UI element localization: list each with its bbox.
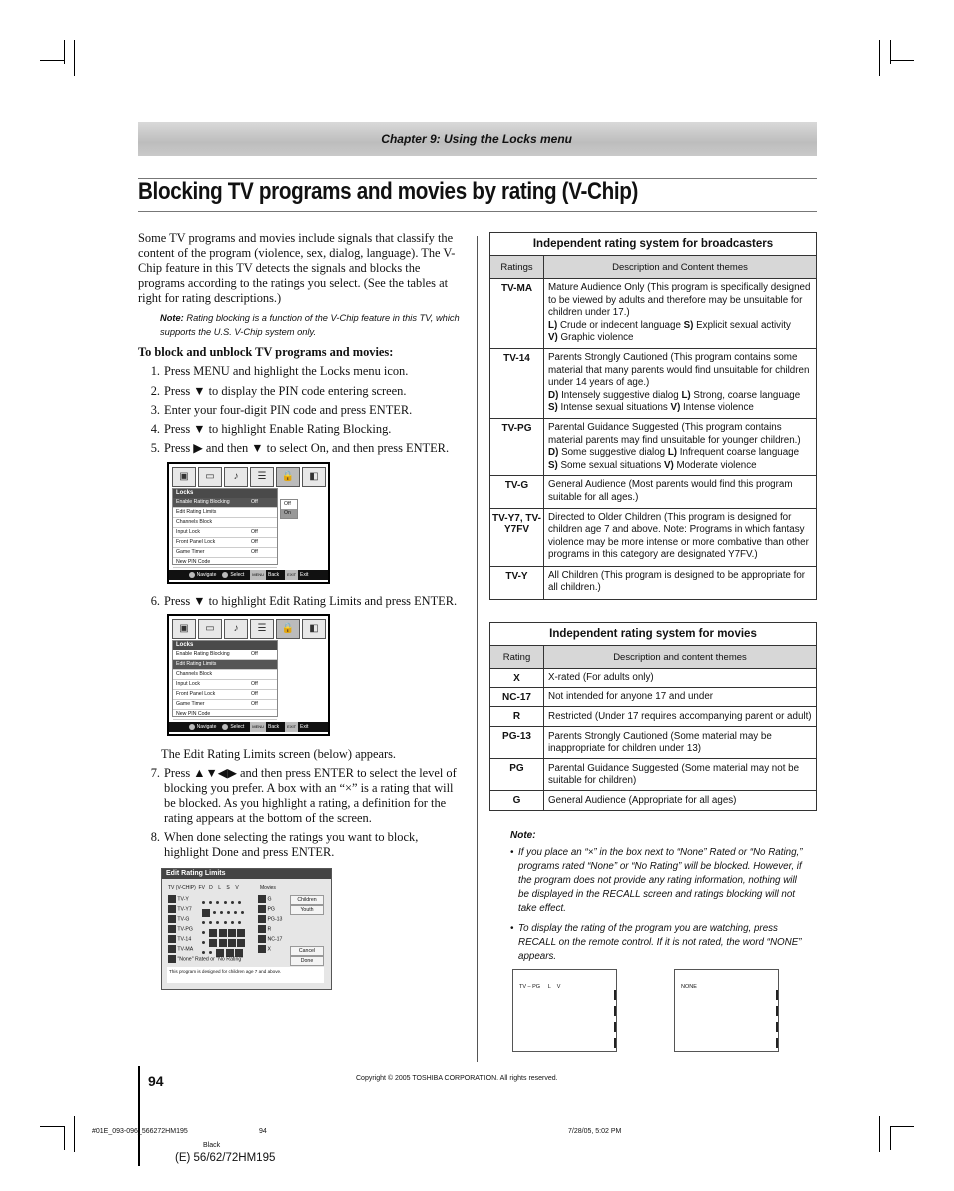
step-number: 1. xyxy=(150,364,160,378)
tv-rating-row[interactable]: TV-Y xyxy=(168,895,189,904)
step-text: Press ▼ to highlight Enable Rating Blocking. xyxy=(164,422,392,436)
rating-code: NC-17 xyxy=(490,688,544,707)
step-text: Press ▼ to highlight Edit Rating Limits and press ENTER. xyxy=(164,594,458,608)
menu-heading: Locks xyxy=(173,641,277,650)
step-text: Press ▲▼◀▶ and then press ENTER to select the level of blocking you prefer. A box with an “×” is a rating that will be blocked. As you highlight a rating, a definition for the rating appears at the bottom of the screen. xyxy=(164,766,457,825)
menu-row-channels-block[interactable]: Channels Block xyxy=(173,518,277,528)
step-1 xyxy=(138,364,460,379)
audio-icon: ♪ xyxy=(224,467,248,487)
step-3 xyxy=(138,403,460,418)
step-4 xyxy=(138,422,460,437)
step-number: 5. xyxy=(150,441,160,455)
menu-row-channels-block[interactable]: Channels Block xyxy=(173,670,277,680)
note-heading: Note: xyxy=(510,830,536,841)
step-text: Enter your four-digit PIN code and press ENTER. xyxy=(164,403,413,417)
rating-code: TV-PG xyxy=(490,418,544,475)
broadcaster-rating-table xyxy=(489,232,817,600)
menu-row-edit-rating-limits[interactable]: Edit Rating Limits xyxy=(173,660,277,670)
rating-description: Parents Strongly Cautioned (This program contains some material that many parents would find unsuitable for children under 14 years of age.) D) Intensely suggestive dialog L) Strong, coarse language S) Intense sexual situations V) Intense violence xyxy=(544,348,817,418)
movie-rating-row[interactable]: X xyxy=(258,945,271,954)
movie-rating-table xyxy=(489,622,817,811)
applications-icon: ◧ xyxy=(302,619,326,639)
table-row xyxy=(490,759,817,791)
title-bottom-rule xyxy=(138,211,817,212)
edit-rating-limits-screen xyxy=(161,868,332,990)
tv-rating-row[interactable]: TV-MA xyxy=(168,945,193,954)
rating-description: Directed to Older Children (This program is designed for children age 7 and above. Note: Programs in which fantasy violence may be more intense or more combative than other programs in this category are designated Y7FV.) xyxy=(544,508,817,566)
locks-icon: 🔒 xyxy=(276,619,300,639)
picture-icon: ▣ xyxy=(172,619,196,639)
tv-rating-row[interactable]: TV-Y7 xyxy=(168,905,192,914)
step-number: 4. xyxy=(150,422,160,436)
rating-code: TV-Y xyxy=(490,566,544,599)
step-number: 3. xyxy=(150,403,160,417)
ink-color: Black xyxy=(203,1142,221,1149)
recall-screen-none: NONE xyxy=(674,969,779,1052)
nav-bar: Navigate Select MENU Back EXIT Exit xyxy=(169,722,328,732)
ratings-col-header: Ratings xyxy=(490,256,544,279)
step-text: Press MENU and highlight the Locks menu icon. xyxy=(164,364,409,378)
menu-row-enable-rating-blocking[interactable]: Enable Rating Blocking Off xyxy=(173,650,277,660)
note-label: Note: xyxy=(160,313,184,323)
step-number: 2. xyxy=(150,384,160,398)
movie-table-title: Independent rating system for movies xyxy=(490,623,817,646)
movie-rating-row[interactable]: PG-13 xyxy=(258,915,282,924)
rating-code: R xyxy=(490,707,544,727)
audio-icon: ♪ xyxy=(224,619,248,639)
table-row xyxy=(490,707,817,727)
setup-icon: ☰ xyxy=(250,467,274,487)
step-number: 7. xyxy=(150,766,160,780)
description-col-header: Description and content themes xyxy=(544,646,817,669)
rating-description: General Audience (Most parents would find this program suitable for all ages.) xyxy=(544,476,817,508)
menu-row-enable-rating-blocking[interactable]: Enable Rating Blocking Off xyxy=(173,498,277,508)
nav-bar: Navigate Select MENU Back EXIT Exit xyxy=(169,570,328,580)
table-row xyxy=(490,476,817,508)
tv-column-header: TV (V-CHIP) FV D L S V xyxy=(168,885,239,891)
rating-code: TV-G xyxy=(490,476,544,508)
note-bullet-2: • To display the rating of the program you are watching, press RECALL on the remote control. If it is not rated, the word “NONE” appears. xyxy=(510,923,802,962)
tv-rating-row[interactable]: TV-PG xyxy=(168,925,193,934)
rating-code: TV-14 xyxy=(490,348,544,418)
model-number: (E) 56/62/72HM195 xyxy=(175,1152,276,1164)
rating-col-header: Rating xyxy=(490,646,544,669)
movie-rating-row[interactable]: G xyxy=(258,895,272,904)
column-divider xyxy=(477,236,478,1062)
menu-row-new-pin-code[interactable]: New PIN Code xyxy=(173,558,277,568)
setup-icon: ☰ xyxy=(250,619,274,639)
rating-code: PG-13 xyxy=(490,727,544,759)
footer-bar xyxy=(138,1066,140,1166)
description-col-header: Description and Content themes xyxy=(544,256,817,279)
rating-description: All Children (This program is designed to be appropriate for all children.) xyxy=(544,566,817,599)
youth-button[interactable]: Youth xyxy=(290,905,324,915)
table-row xyxy=(490,348,817,418)
done-button[interactable]: Done xyxy=(290,956,324,966)
none-rated-row[interactable]: "None" Rated or "No Rating" xyxy=(168,955,243,964)
note-bullet-1: • If you place an “×” in the box next to “None” Rated or “No Rating,” programs rated “None” or “No Rating” will be blocked. However, if the program does not provide any rating information, nothing will be displayed in the RECALL screen and ratings blocking will not take effect. xyxy=(510,847,803,914)
rating-code: G xyxy=(490,791,544,811)
table-row xyxy=(490,279,817,349)
picture-icon: ▣ xyxy=(172,467,196,487)
procedure-heading: To block and unblock TV programs and movies: xyxy=(138,345,394,359)
menu-row-front-panel-lock[interactable]: Front Panel Lock Off xyxy=(173,538,277,548)
locks-menu-screen-2 xyxy=(167,614,330,736)
copyright: Copyright © 2005 TOSHIBA CORPORATION. All rights reserved. xyxy=(356,1075,558,1082)
children-button[interactable]: Children xyxy=(290,895,324,905)
movie-rating-row[interactable]: R xyxy=(258,925,271,934)
rating-code: PG xyxy=(490,759,544,791)
popup-off-option[interactable]: Off xyxy=(284,501,291,507)
step-text: When done selecting the ratings you want to block, highlight Done and press ENTER. xyxy=(164,830,419,859)
preferences-icon: ▭ xyxy=(198,467,222,487)
table-row xyxy=(490,566,817,599)
theme-grid[interactable] xyxy=(202,898,254,954)
movies-column-header: Movies xyxy=(260,885,276,891)
menu-row-input-lock[interactable]: Input Lock Off xyxy=(173,680,277,690)
page-number: 94 xyxy=(148,1073,164,1089)
menu-row-game-timer[interactable]: Game Timer Off xyxy=(173,548,277,558)
rating-description: Parental Guidance Suggested (Some material may not be suitable for children) xyxy=(544,759,817,791)
rating-code: X xyxy=(490,669,544,688)
tv-rating-row[interactable]: TV-G xyxy=(168,915,189,924)
rating-description: X-rated (For adults only) xyxy=(544,669,817,688)
step-number: 8. xyxy=(150,830,160,844)
menu-row-new-pin-code[interactable]: New PIN Code xyxy=(173,710,277,720)
rating-description: Parents Strongly Cautioned (Some material may be inappropriate for children under 13) xyxy=(544,727,817,759)
after-step6-text: The Edit Rating Limits screen (below) appears. xyxy=(161,747,397,761)
menu-row-game-timer[interactable]: Game Timer Off xyxy=(173,700,277,710)
rating-code: TV-MA xyxy=(490,279,544,349)
table-row xyxy=(490,688,817,707)
tv-rating-row[interactable]: TV-14 xyxy=(168,935,191,944)
table-row xyxy=(490,791,817,811)
rating-description: General Audience (Appropriate for all ages) xyxy=(544,791,817,811)
intro-paragraph: Some TV programs and movies include signals that classify the content of the program (violence, sex, dialog, language). The V-Chip feature in this TV detects the signals and blocks the programs according to the ratings you select. (See the tables at right for rating descriptions.) xyxy=(138,231,456,305)
chapter-title: Chapter 9: Using the Locks menu xyxy=(381,132,572,146)
step-number: 6. xyxy=(150,594,160,608)
rating-description: This program is designed for children age 7 and above. xyxy=(167,967,324,983)
rating-description: Restricted (Under 17 requires accompanying parent or adult) xyxy=(544,707,817,727)
step-2 xyxy=(138,384,460,399)
menu-heading: Locks xyxy=(173,489,277,498)
broadcaster-table-title: Independent rating system for broadcasters xyxy=(490,233,817,256)
step-8 xyxy=(138,830,460,860)
file-name: #01E_093-096_566272HM195 xyxy=(92,1128,188,1135)
step-6 xyxy=(138,594,460,609)
on-off-popup[interactable] xyxy=(280,499,298,519)
file-page: 94 xyxy=(259,1128,267,1135)
locks-menu-screen-1 xyxy=(167,462,330,584)
table-row xyxy=(490,418,817,475)
popup-on-option[interactable]: On xyxy=(281,509,297,518)
table-row xyxy=(490,508,817,566)
rating-code: TV-Y7, TV-Y7FV xyxy=(490,508,544,566)
cancel-button[interactable]: Cancel xyxy=(290,946,324,956)
step-text: Press ▶ and then ▼ to select On, and then press ENTER. xyxy=(164,441,450,455)
table-row xyxy=(490,669,817,688)
page-title: Blocking TV programs and movies by rating (V-Chip) xyxy=(138,178,639,205)
step-5 xyxy=(138,441,460,456)
movie-rating-row[interactable]: PG xyxy=(258,905,275,914)
locks-icon: 🔒 xyxy=(276,467,300,487)
recall-screen-rated: TV – PG L V xyxy=(512,969,617,1052)
step-7 xyxy=(138,766,460,826)
rating-description: Mature Audience Only (This program is specifically designed to be viewed by adults and therefore may be unsuitable for children under 17.) L) Crude or indecent language S) Explicit sexual activity V) Graphic violence xyxy=(544,279,817,349)
note-text: Rating blocking is a function of the V-Chip feature in this TV, which supports the U.S. V-Chip system only. xyxy=(160,313,460,337)
step-text: Press ▼ to display the PIN code entering screen. xyxy=(164,384,407,398)
print-date: 7/28/05, 5:02 PM xyxy=(568,1128,622,1135)
rating-description: Not intended for anyone 17 and under xyxy=(544,688,817,707)
rating-description: Parental Guidance Suggested (This program contains material parents may find unsuitable for younger children.) D) Some suggestive dialog L) Infrequent coarse language S) Some sexual situations V) Moderate violence xyxy=(544,418,817,475)
menu-row-front-panel-lock[interactable]: Front Panel Lock Off xyxy=(173,690,277,700)
preferences-icon: ▭ xyxy=(198,619,222,639)
applications-icon: ◧ xyxy=(302,467,326,487)
menu-row-input-lock[interactable]: Input Lock Off xyxy=(173,528,277,538)
movie-rating-row[interactable]: NC-17 xyxy=(258,935,282,944)
intro-note xyxy=(160,311,460,339)
edit-screen-heading: Edit Rating Limits xyxy=(162,869,331,879)
menu-row-edit-rating-limits[interactable]: Edit Rating Limits xyxy=(173,508,277,518)
table-row xyxy=(490,727,817,759)
